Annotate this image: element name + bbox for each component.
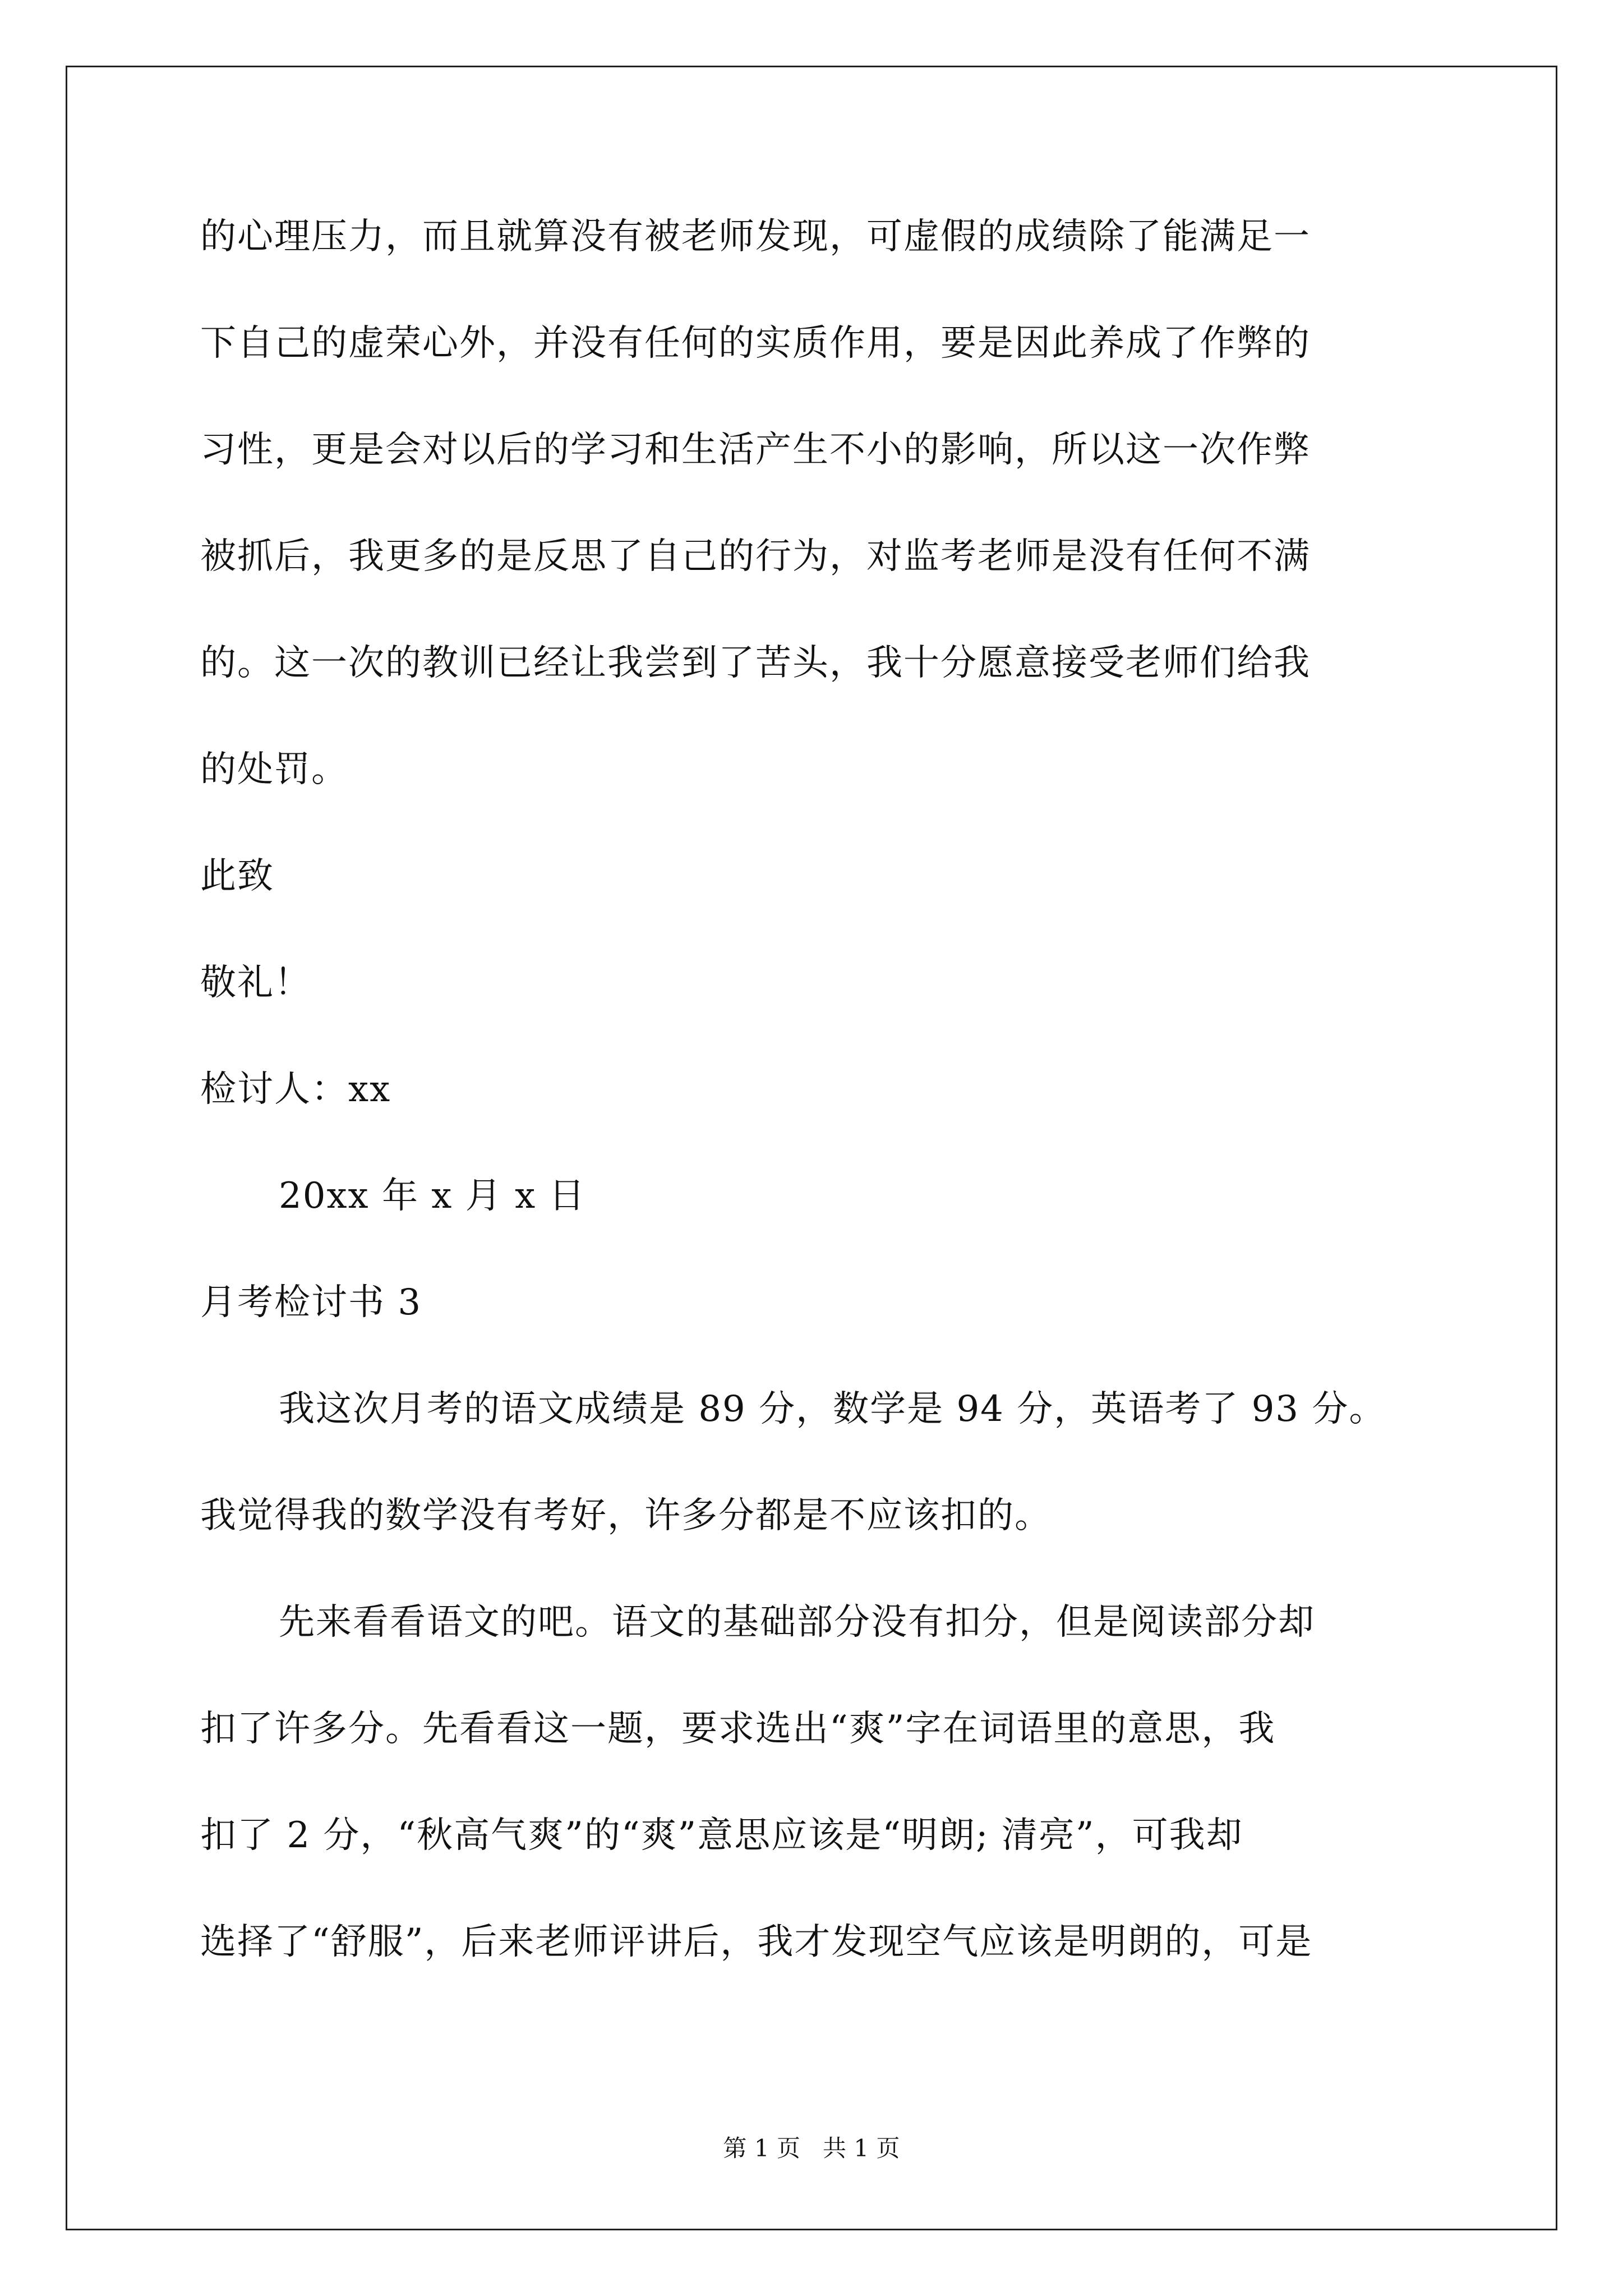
signature-line: 检讨人：xx [200,1069,391,1110]
text-line: 习性，更是会对以后的学习和生活产生不小的影响，所以这一次作弊 [200,429,1311,471]
text-line: 的。这一次的教训已经让我尝到了苦头，我十分愿意接受老师们给我 [200,642,1311,684]
date-line: 20xx 年 x 月 x 日 [279,1175,586,1217]
text-line: 我觉得我的数学没有考好，许多分都是不应该扣的。 [200,1495,1052,1536]
text-line: 被抓后，我更多的是反思了自己的行为，对监考老师是没有任何不满 [200,536,1311,577]
text-line: 选择了“舒服”，后来老师评讲后，我才发现空气应该是明朗的，可是 [200,1921,1313,1963]
closing-regards: 敬礼！ [200,962,311,1004]
text-line: 扣了许多分。先看看这一题，要求选出“爽”字在词语里的意思，我 [200,1708,1276,1750]
text-line: 的处罚。 [200,749,348,790]
text-line: 的心理压力，而且就算没有被老师发现，可虚假的成绩除了能满足一 [200,216,1311,257]
page-number: 第 1 页 共 1 页 [723,2134,900,2162]
text-line: 扣了 2 分，“秋高气爽”的“爽”意思应该是“明朗; 清亮”，可我却 [200,1815,1243,1856]
closing-salutation: 此致 [200,855,274,897]
page-border [66,66,1557,2230]
text-line: 下自己的虚荣心外，并没有任何的实质作用，要是因此养成了作弊的 [200,323,1311,364]
text-line: 我这次月考的语文成绩是 89 分，数学是 94 分，英语考了 93 分。 [279,1388,1386,1430]
text-line: 先来看看语文的吧。语文的基础部分没有扣分，但是阅读部分却 [279,1602,1315,1643]
section-title: 月考检讨书 3 [200,1282,422,1323]
